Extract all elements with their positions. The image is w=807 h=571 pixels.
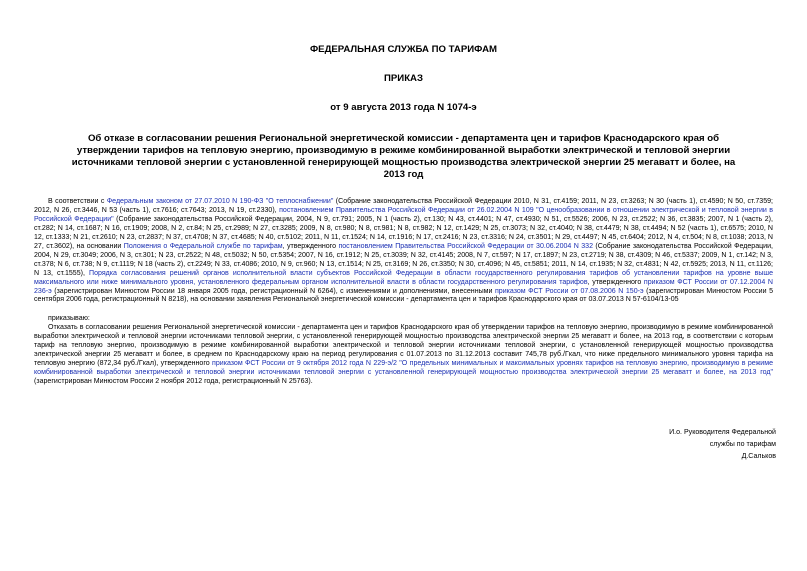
preamble-text-3: (Собрание законодательства Российской Федерации, 2004, N 9, ст.791; 2005, N 1 (часть 2), ст.130; N 43, ст.4401; N 47, ст.4930; N 51, ст.5526; 2006, N 23, ст.2522; N 36, ст.3835; 2007, N 1 (часть 2), ст.282; N 14, ст.1687; N 16, ст.1909; 2008, N 2, ст.84; N 25, ст.2989; N 27, ст.3285; 2009, N 8, ст.980; N 8, ст.981; N 8, ст.982; N 12, ст.1429; N 25, ст.3073; N 32, ст.4040; N 38, ст.4479; N 38, ст.4494; N 52 (часть 1), ст.6575; 2010, N 12, ст.1333; N 21, ст.2610; N 23, ст.2837; N 37, ст.4708; N 37, ст.4685; N 40, ст.5102; 2011, N 11, ст.1524; N 14, ст.1916; N 17, ст.2416; N 23, ст.3316; N 24, ст.3501; N 29, ст.4497; N 45, ст.6404; 2012, N 4, ст.504; N 8, ст.1038; 2013, N 27, ст.3602), на основании	[34, 215, 773, 250]
document-title: Об отказе в согласовании решения Региональной энергетической комиссии - департамента цен и тарифов Краснодарского края об утверждении тарифов на тепловую энергию, производимую в режиме комбинированной выработки электрической и тепловой энергии источниками тепловой энергии с установленной генерирующей мощностью производства электрической энергии 25 мегаватт и более, на 2013 год	[71, 133, 736, 180]
link-government-decree-332[interactable]: постановлением Правительства Российской Федерации от 30.06.2004 N 332	[338, 242, 594, 250]
link-fst-order-150[interactable]: приказом ФСТ России от 07.08.2006 N 150-э	[494, 287, 644, 295]
signature-position-line-2: службы по тарифам	[709, 441, 776, 448]
preamble-text-8: (зарегистрирован Минюстом России 5 сентября 2006 года, регистрационный N 8218), на основании заявления Региональной энергетической комиссии - департамента цен и тарифов Краснодарского края от 03.07.2013 N 57-6104/13-05	[34, 287, 773, 304]
link-fst-regulation[interactable]: Положения о Федеральной службе по тарифам	[123, 242, 283, 250]
signature-name: Д.Сальков	[741, 453, 776, 460]
preamble-text-6: , утвержденного	[587, 278, 644, 286]
preamble-text-2: (Собрание законодательства Российской Федерации 2010, N 31, ст.4159; 2011, N 23, ст.3263; N 30 (часть 1), ст.4590; N 50, ст.7359; 2012, N 26, ст.3446, N 53 (часть 1), ст.7616; ст.7643; 2013, N 19, ст.2330),	[34, 198, 774, 214]
link-approval-procedure[interactable]: Порядка согласования решений органов исполнительной власти субъектов Российской Федерации в области государственного регулирования тарифов об установлении тарифов на уровне выше максимального или ниже минимального уровня, установленного федеральным органом исполнительной власти в области государственного регулирования тарифов	[34, 269, 773, 286]
decision-text-2: (зарегистрирован Минюстом России 2 ноября 2012 года, регистрационный N 25763).	[34, 378, 313, 386]
preamble-text-1: В соответствии с	[48, 198, 107, 205]
order-word: приказываю:	[48, 315, 90, 323]
document-date-number: от 9 августа 2013 года N 1074-э	[330, 102, 477, 113]
decision-text-1: Отказать в согласовании решения Региональной энергетической комиссии - департамента цен и тарифов Краснодарского края об утверждении тарифов на тепловую энергию, производимую в режиме комбинированной выработки электрической и тепловой энергии источниками тепловой энергии, с установленной генерирующей мощностью производства электрической энергии 25 мегаватт и более, на 2013 год, в соответствии с которым тариф на тепловую энергию, производимую в режиме комбинированной выработки электрической и тепловой энергии источниками тепловой энергии, с установленной генерирующей мощностью производства электрической энергии 25 мегаватт и более, в среднем по Краснодарскому краю на период регулирования с 01.07.2013 по 31.12.2013 составит 745,78 руб./Гкал, что ниже предельного минимального уровня тарифа на тепловую энергию (872,34 руб./Гкал), утвержденного	[34, 324, 773, 368]
preamble-text-5: (Собрание законодательства Российской Федерации, 2004, N 29, ст.3049; 2006, N 3, ст.301; N 23, ст.2522; N 48, ст.5032; N 50, ст.5354; 2007, N 16, ст.1912; N 25, ст.3039; N 32, ст.4145; 2008, N 7, ст.597; N 17, ст.1897; N 23, ст.2719; N 38, ст.4309; N 46, ст.5337; 2009, N 1, ст.142; N 3, ст.378; N 6, ст.738; N 9, ст.1119; N 18 (часть 2), ст.2249; N 33, ст.4086; 2010, N 9, ст.960; N 13, ст.1514; N 25, ст.3169; N 26, ст.3350; N 30, ст.4096; N 45, ст.5851; 2011, N 14, ст.1935; N 32, ст.4831; N 42, ст.5925; 2013, N 11, ст.1126; N 13, ст.1555),	[34, 242, 774, 277]
link-fst-order-229[interactable]: приказом ФСТ России от 9 октября 2012 года N 229-э/2 "О предельных минимальных и максимальных уровнях тарифов на тепловую энергию, производимую в режиме комбинированной выработки электрической и тепловой энергии источниками тепловой энергии с установленной генерирующей мощностью производства электрической энергии 25 мегаватт и более, на 2013 год"	[34, 360, 773, 377]
document-type: ПРИКАЗ	[384, 73, 423, 84]
preamble-text-4: , утвержденного	[282, 242, 339, 250]
link-government-decree-109[interactable]: постановлением Правительства Российской Федерации от 26.02.2004 N 109 "О ценообразовании в отношении электрической и тепловой энергии в Российской Федерации"	[34, 206, 773, 223]
link-fst-order-236[interactable]: приказом ФСТ России от 07.12.2004 N 236-э	[34, 278, 773, 295]
agency-name: ФЕДЕРАЛЬНАЯ СЛУЖБА ПО ТАРИФАМ	[309, 44, 498, 55]
signature-position-line-1: И.о. Руководителя Федеральной	[669, 429, 776, 436]
decision-paragraph	[34, 324, 773, 387]
link-federal-law-190[interactable]: Федеральным законом от 27.07.2010 N 190-ФЗ "О теплоснабжении"	[106, 198, 334, 205]
preamble-text-7: (зарегистрирован Минюстом России 18 января 2005 года, регистрационный N 6264), с изменениями и дополнениями, внесенными	[51, 287, 495, 295]
signature-block	[669, 427, 776, 463]
preamble-paragraph	[34, 198, 773, 305]
